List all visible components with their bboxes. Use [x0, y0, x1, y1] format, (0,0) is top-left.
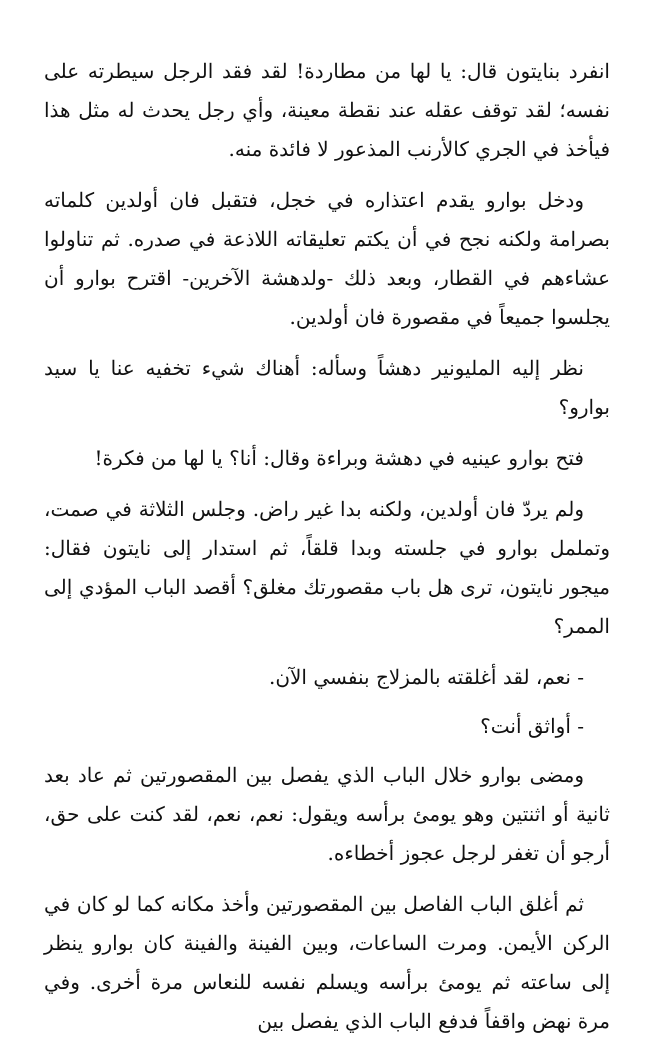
book-page — [44, 52, 610, 1053]
paragraph-6: ومضى بوارو خلال الباب الذي يفصل بين المقصورتين ثم عاد بعد ثانية أو اثنتين وهو يومئ برأسه ويقول: نعم، نعم، لقد كنت على حق، أرجو أن تغفر لرجل عجوز أخطاءه. — [44, 763, 610, 865]
paragraph-4: فتح بوارو عينيه في دهشة وبراءة وقال: أنا؟ يا لها من فكرة! — [94, 446, 584, 470]
dialogue-line-2: - أواثق أنت؟ — [480, 714, 584, 738]
paragraph-3: نظر إليه المليونير دهشاً وسأله: أهناك شيء تخفيه عنا يا سيد بوارو؟ — [44, 356, 610, 419]
paragraph-5: ولم يردّ فان أولدين، ولكنه بدا غير راض. وجلس الثلاثة في صمت، وتململ بوارو في جلسته وبدا قلقاً، ثم استدار إلى نايتون فقال: ميجور نايتون، ترى هل باب مقصورتك مغلق؟ أقصد الباب المؤدي إلى الممر؟ — [44, 497, 610, 638]
paragraph-7: ثم أغلق الباب الفاصل بين المقصورتين وأخذ مكانه كما لو كان في الركن الأيمن. ومرت الساعات، وبين الفينة والفينة كان بوارو ينظر إلى ساعته ثم يومئ برأسه ويسلم نفسه للنعاس مرة أخرى. وفي مرة نهض واقفاً فدفع الباب الذي يفصل بين — [44, 892, 610, 1033]
dialogue-line-1: - نعم، لقد أغلقته بالمزلاج بنفسي الآن. — [268, 665, 584, 689]
paragraph-1: انفرد بنايتون قال: يا لها من مطاردة! لقد فقد الرجل سيطرته على نفسه؛ لقد توقف عقله عند نقطة معينة، وأي رجل يحدث له مثل هذا فيأخذ في الجري كالأرنب المذعور لا فائدة منه. — [44, 59, 610, 161]
paragraph-2: ودخل بوارو يقدم اعتذاره في خجل، فتقبل فان أولدين كلماته بصرامة ولكنه نجح في أن يكتم تعليقاته اللاذعة في صدره. ثم تناولوا عشاءهم في القطار، وبعد ذلك -ولدهشة الآخرين- اقترح بوارو أن يجلسوا جميعاً في مقصورة فان أولدين. — [44, 188, 610, 329]
